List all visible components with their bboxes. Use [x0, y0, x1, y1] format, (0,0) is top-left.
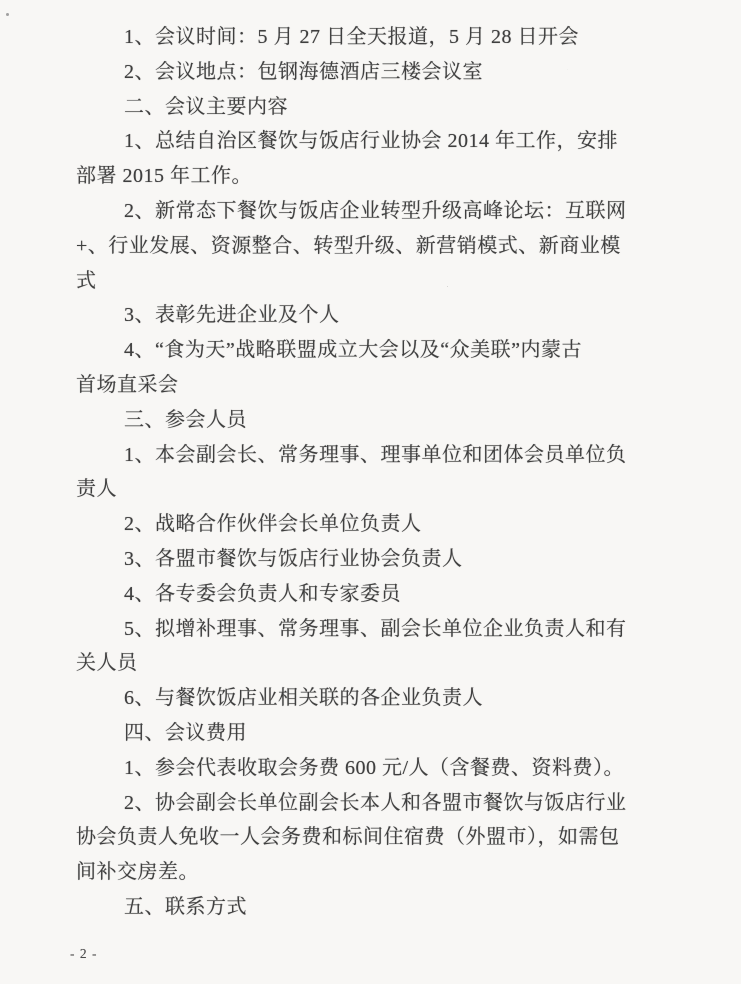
text-line: 4、各专委会负责人和专家委员: [124, 582, 401, 605]
text-line: 1、会议时间：5 月 27 日全天报道，5 月 28 日开会: [124, 26, 579, 48]
text-line: 5、拟增补理事、常务理事、副会长单位企业负责人和有: [124, 617, 627, 640]
text-line: 2、战略合作伙伴会长单位负责人: [124, 513, 422, 536]
page-number: - 2 -: [70, 946, 98, 961]
text-line: 首场直采会: [76, 373, 179, 396]
text-line: 2、协会副会长单位副会长本人和各盟市餐饮与饭店行业: [124, 791, 627, 814]
text-line: 责人: [76, 478, 117, 501]
text-line: 三、参会人员: [124, 408, 247, 431]
text-line: 1、本会副会长、常务理事、理事单位和团体会员单位负: [124, 443, 627, 466]
text-line: 四、会议费用: [124, 721, 247, 744]
text-line: 1、总结自治区餐饮与饭店行业协会 2014 年工作，安排: [124, 130, 618, 153]
text-line: 二、会议主要内容: [124, 95, 288, 118]
text-line: 1、参会代表收取会务费 600 元/人（含餐费、资料费）。: [124, 756, 625, 779]
text-line: 4、“食为天”战略联盟成立大会以及“众美联”内蒙古: [124, 339, 583, 362]
text-line: 6、与餐饮饭店业相关联的各企业负责人: [124, 687, 483, 710]
text-line: 3、各盟市餐饮与饭店行业协会负责人: [124, 547, 463, 570]
text-line: +、行业发展、资源整合、转型升级、新营销模式、新商业模: [76, 234, 621, 257]
text-line: 3、表彰先进企业及个人: [124, 304, 340, 327]
document-body: [76, 20, 666, 925]
text-line: 关人员: [76, 652, 138, 675]
text-line: 间补交房差。: [76, 861, 199, 884]
text-line: 2、新常态下餐饮与饭店企业转型升级高峰论坛：互联网: [124, 199, 627, 222]
text-line: 2、会议地点：包钢海德酒店三楼会议室: [124, 60, 483, 83]
text-line: 五、联系方式: [124, 895, 247, 918]
scan-noise-speck: [6, 13, 9, 16]
text-line: 协会负责人免收一人会务费和标间住宿费（外盟市），如需包: [76, 826, 620, 849]
text-line: 部署 2015 年工作。: [76, 165, 252, 188]
text-line: 式: [76, 269, 97, 292]
